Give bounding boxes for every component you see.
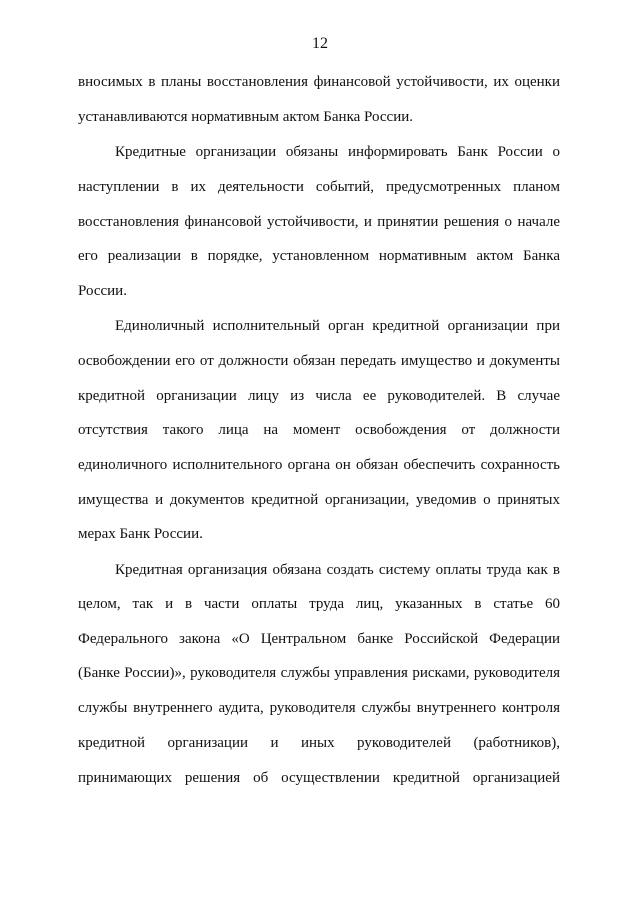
page-number: 12 [312,35,328,52]
text-line: освобождении его от должности обязан передать имущество и документы [78,353,560,369]
text-line: вносимых в планы восстановления финансовой устойчивости, их оценки [78,74,560,90]
text-line: мерах Банк России. [78,526,203,542]
text-line: службы внутреннего аудита, руководителя службы внутреннего контроля [78,700,560,716]
text-line: (Банке России)», руководителя службы управления рисками, руководителя [78,665,560,681]
text-line: кредитной организации и иных руководителей (работников), [78,735,560,751]
text-line: принимающих решения об осуществлении кредитной организацией [78,770,560,786]
text-line: России. [78,283,127,299]
text-line: целом, так и в части оплаты труда лиц, указанных в статье 60 [78,596,560,612]
text-line: имущества и документов кредитной организации, уведомив о принятых [78,492,560,508]
text-line: кредитной организации лицу из числа ее руководителей. В случае [78,388,560,404]
text-line: Кредитная организация обязана создать систему оплаты труда как в [115,562,560,578]
text-line: наступлении в их деятельности событий, предусмотренных планом [78,179,560,195]
text-line: устанавливаются нормативным актом Банка России. [78,109,413,125]
text-line: отсутствия такого лица на момент освобождения от должности [78,422,560,438]
text-line: единоличного исполнительного органа он обязан обеспечить сохранность [78,457,560,473]
text-line: его реализации в порядке, установленном нормативным актом Банка [78,248,560,264]
text-line: Федерального закона «О Центральном банке Российской Федерации [78,631,560,647]
text-line: Единоличный исполнительный орган кредитной организации при [115,318,560,334]
text-line: Кредитные организации обязаны информировать Банк России о [115,144,560,160]
text-line: восстановления финансовой устойчивости, и принятии решения о начале [78,214,560,230]
